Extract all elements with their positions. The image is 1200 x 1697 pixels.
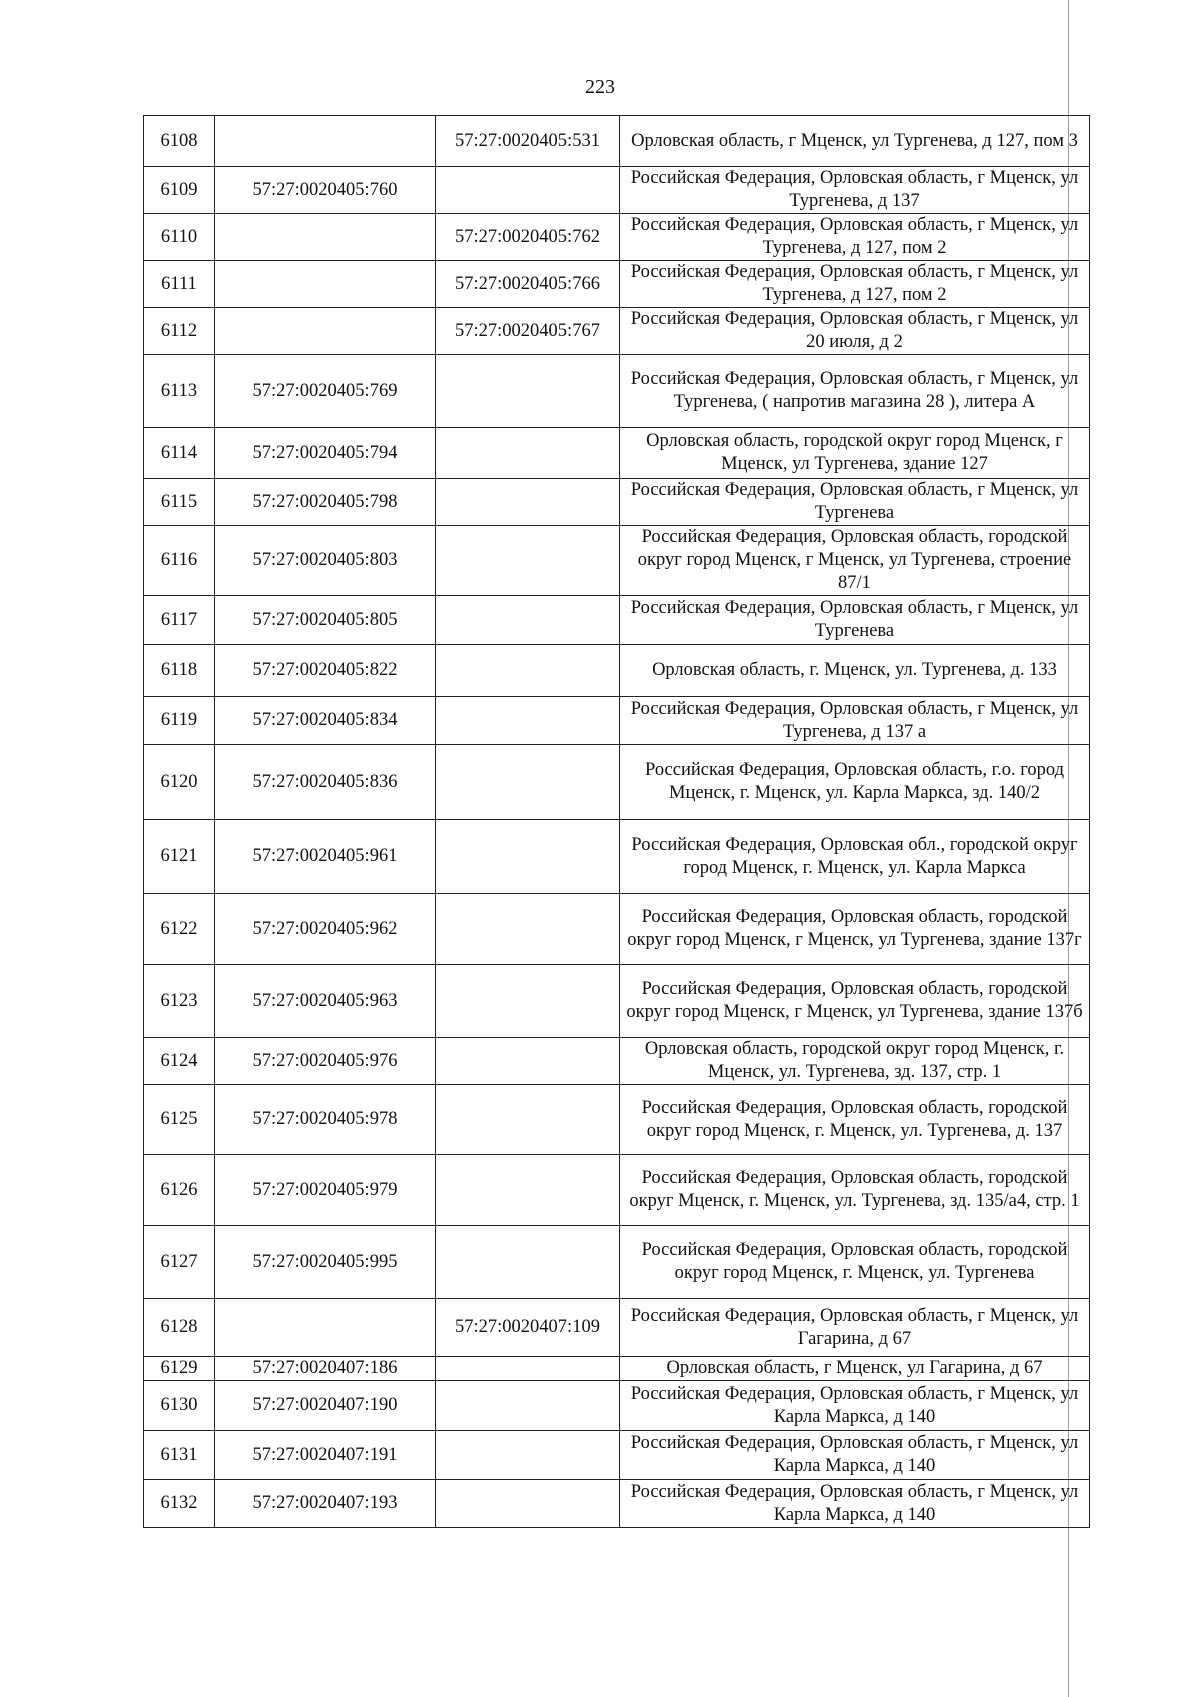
row-number: 6129 [144,1357,215,1381]
cadastral-number-alt-cell [436,697,620,745]
table-row [144,1381,1090,1431]
address-cell: Российская Федерация, Орловская область, г Мценск, ул Карла Маркса, д 140 [620,1381,1090,1431]
address-cell: Российская Федерация, Орловская область, г Мценск, ул Тургенева [620,596,1090,645]
cadastral-number-alt-cell [436,596,620,645]
row-number: 6110 [144,214,215,261]
cadastral-number-alt-cell: 57:27:0020405:762 [436,214,620,261]
address-cell: Российская Федерация, Орловская область, г Мценск, ул Карла Маркса, д 140 [620,1480,1090,1528]
address-cell: Орловская область, г Мценск, ул Гагарина, д 67 [620,1357,1090,1381]
cadastral-number-alt-cell [436,1480,620,1528]
cadastral-number-cell [215,308,436,355]
address-cell: Российская Федерация, Орловская область, городской округ город Мценск, г Мценск, ул Тургенева, строение 87/1 [620,526,1090,596]
cadastral-number-cell: 57:27:0020405:769 [215,355,436,428]
row-number: 6123 [144,965,215,1038]
cadastral-number-alt-cell [436,645,620,697]
address-cell: Российская Федерация, Орловская область, г.о. город Мценск, г. Мценск, ул. Карла Маркса, зд. 140/2 [620,745,1090,820]
table-row [144,1480,1090,1528]
row-number: 6131 [144,1431,215,1480]
cadastral-number-alt-cell [436,1381,620,1431]
table-row [144,965,1090,1038]
address-cell: Российская Федерация, Орловская область, г Мценск, ул Тургенева, д 137 а [620,697,1090,745]
table-row [144,596,1090,645]
cadastral-number-alt-cell [436,894,620,965]
cadastral-number-alt-cell [436,1155,620,1226]
row-number: 6128 [144,1299,215,1357]
cadastral-number-cell [215,214,436,261]
table-row [144,1155,1090,1226]
table-row [144,1226,1090,1299]
page-number: 223 [585,76,615,98]
table-row [144,214,1090,261]
address-cell: Российская Федерация, Орловская область, г Мценск, ул Тургенева, д 127, пом 2 [620,214,1090,261]
cadastral-number-cell [215,261,436,308]
address-cell: Орловская область, городской округ город Мценск, г Мценск, ул Тургенева, здание 127 [620,428,1090,479]
cadastral-number-alt-cell: 57:27:0020405:766 [436,261,620,308]
table-row [144,116,1090,167]
address-cell: Российская Федерация, Орловская область, г Мценск, ул Тургенева, д 127, пом 2 [620,261,1090,308]
address-cell: Российская Федерация, Орловская область, городской округ Мценск, г. Мценск, ул. Тургенева, зд. 135/а4, стр. 1 [620,1155,1090,1226]
row-number: 6132 [144,1480,215,1528]
cadastral-number-cell: 57:27:0020405:822 [215,645,436,697]
row-number: 6126 [144,1155,215,1226]
table-row [144,697,1090,745]
cadastral-number-cell: 57:27:0020405:805 [215,596,436,645]
row-number: 6124 [144,1038,215,1085]
row-number: 6120 [144,745,215,820]
cadastral-number-cell: 57:27:0020405:995 [215,1226,436,1299]
table-row [144,1431,1090,1480]
cadastral-number-cell [215,1299,436,1357]
cadastral-number-alt-cell [436,526,620,596]
cadastral-number-alt-cell [436,479,620,526]
row-number: 6122 [144,894,215,965]
cadastral-number-alt-cell: 57:27:0020407:109 [436,1299,620,1357]
row-number: 6116 [144,526,215,596]
address-cell: Российская Федерация, Орловская обл., городской округ город Мценск, г. Мценск, ул. Карла Маркса [620,820,1090,894]
table-row [144,1299,1090,1357]
cadastral-number-cell: 57:27:0020405:834 [215,697,436,745]
address-cell: Российская Федерация, Орловская область, городской округ город Мценск, г. Мценск, ул. Тургенева [620,1226,1090,1299]
table-row [144,479,1090,526]
row-number: 6113 [144,355,215,428]
address-cell: Российская Федерация, Орловская область, г Мценск, ул 20 июля, д 2 [620,308,1090,355]
cadastral-number-cell: 57:27:0020407:186 [215,1357,436,1381]
row-number: 6130 [144,1381,215,1431]
row-number: 6114 [144,428,215,479]
cadastral-number-alt-cell: 57:27:0020405:767 [436,308,620,355]
cadastral-number-alt-cell [436,1431,620,1480]
table-row [144,745,1090,820]
table-row [144,1038,1090,1085]
row-number: 6117 [144,596,215,645]
cadastral-number-alt-cell [436,1357,620,1381]
cadastral-number-alt-cell [436,355,620,428]
table-row [144,1357,1090,1381]
cadastral-number-alt-cell [436,1085,620,1155]
table-row [144,894,1090,965]
row-number: 6125 [144,1085,215,1155]
row-number: 6121 [144,820,215,894]
address-cell: Российская Федерация, Орловская область, г Мценск, ул Тургенева [620,479,1090,526]
cadastral-number-cell [215,116,436,167]
address-cell: Российская Федерация, Орловская область, г Мценск, ул Гагарина, д 67 [620,1299,1090,1357]
row-number: 6119 [144,697,215,745]
cadastral-number-alt-cell: 57:27:0020405:531 [436,116,620,167]
cadastral-number-alt-cell [436,965,620,1038]
cadastral-number-cell: 57:27:0020405:798 [215,479,436,526]
row-number: 6115 [144,479,215,526]
cadastral-number-cell: 57:27:0020407:193 [215,1480,436,1528]
cadastral-number-cell: 57:27:0020405:794 [215,428,436,479]
table-row [144,308,1090,355]
table-row [144,526,1090,596]
cadastral-number-cell: 57:27:0020405:978 [215,1085,436,1155]
cadastral-number-alt-cell [436,745,620,820]
cadastral-number-cell: 57:27:0020407:191 [215,1431,436,1480]
table-row [144,820,1090,894]
cadastral-number-alt-cell [436,820,620,894]
row-number: 6112 [144,308,215,355]
cadastral-number-alt-cell [436,167,620,214]
row-number: 6127 [144,1226,215,1299]
cadastral-number-cell: 57:27:0020405:976 [215,1038,436,1085]
cadastral-number-cell: 57:27:0020405:962 [215,894,436,965]
address-cell: Российская Федерация, Орловская область, г Мценск, ул Тургенева, д 137 [620,167,1090,214]
cadastral-number-alt-cell [436,1038,620,1085]
cadastral-number-alt-cell [436,428,620,479]
cadastral-number-cell: 57:27:0020405:760 [215,167,436,214]
row-number: 6118 [144,645,215,697]
address-cell: Орловская область, г Мценск, ул Тургенева, д 127, пом 3 [620,116,1090,167]
cadastral-number-cell: 57:27:0020405:961 [215,820,436,894]
address-cell: Российская Федерация, Орловская область, г Мценск, ул Карла Маркса, д 140 [620,1431,1090,1480]
cadastral-number-cell: 57:27:0020405:836 [215,745,436,820]
table-row [144,645,1090,697]
address-cell: Российская Федерация, Орловская область, городской округ город Мценск, г. Мценск, ул. Тургенева, д. 137 [620,1085,1090,1155]
row-number: 6111 [144,261,215,308]
address-cell: Орловская область, городской округ город Мценск, г. Мценск, ул. Тургенева, зд. 137, стр. 1 [620,1038,1090,1085]
address-cell: Орловская область, г. Мценск, ул. Тургенева, д. 133 [620,645,1090,697]
address-cell: Российская Федерация, Орловская область, г Мценск, ул Тургенева, ( напротив магазина 28 ), литера А [620,355,1090,428]
cadastral-number-cell: 57:27:0020405:963 [215,965,436,1038]
cadastral-number-cell: 57:27:0020407:190 [215,1381,436,1431]
table-row [144,355,1090,428]
table-row [144,1085,1090,1155]
table-row [144,167,1090,214]
address-cell: Российская Федерация, Орловская область, городской округ город Мценск, г Мценск, ул Тургенева, здание 137г [620,894,1090,965]
property-registry-table [143,115,1090,1528]
cadastral-number-cell: 57:27:0020405:979 [215,1155,436,1226]
row-number: 6108 [144,116,215,167]
cadastral-number-alt-cell [436,1226,620,1299]
cadastral-number-cell: 57:27:0020405:803 [215,526,436,596]
registry-body [144,116,1090,1528]
address-cell: Российская Федерация, Орловская область, городской округ город Мценск, г Мценск, ул Тургенева, здание 137б [620,965,1090,1038]
row-number: 6109 [144,167,215,214]
table-row [144,428,1090,479]
table-row [144,261,1090,308]
